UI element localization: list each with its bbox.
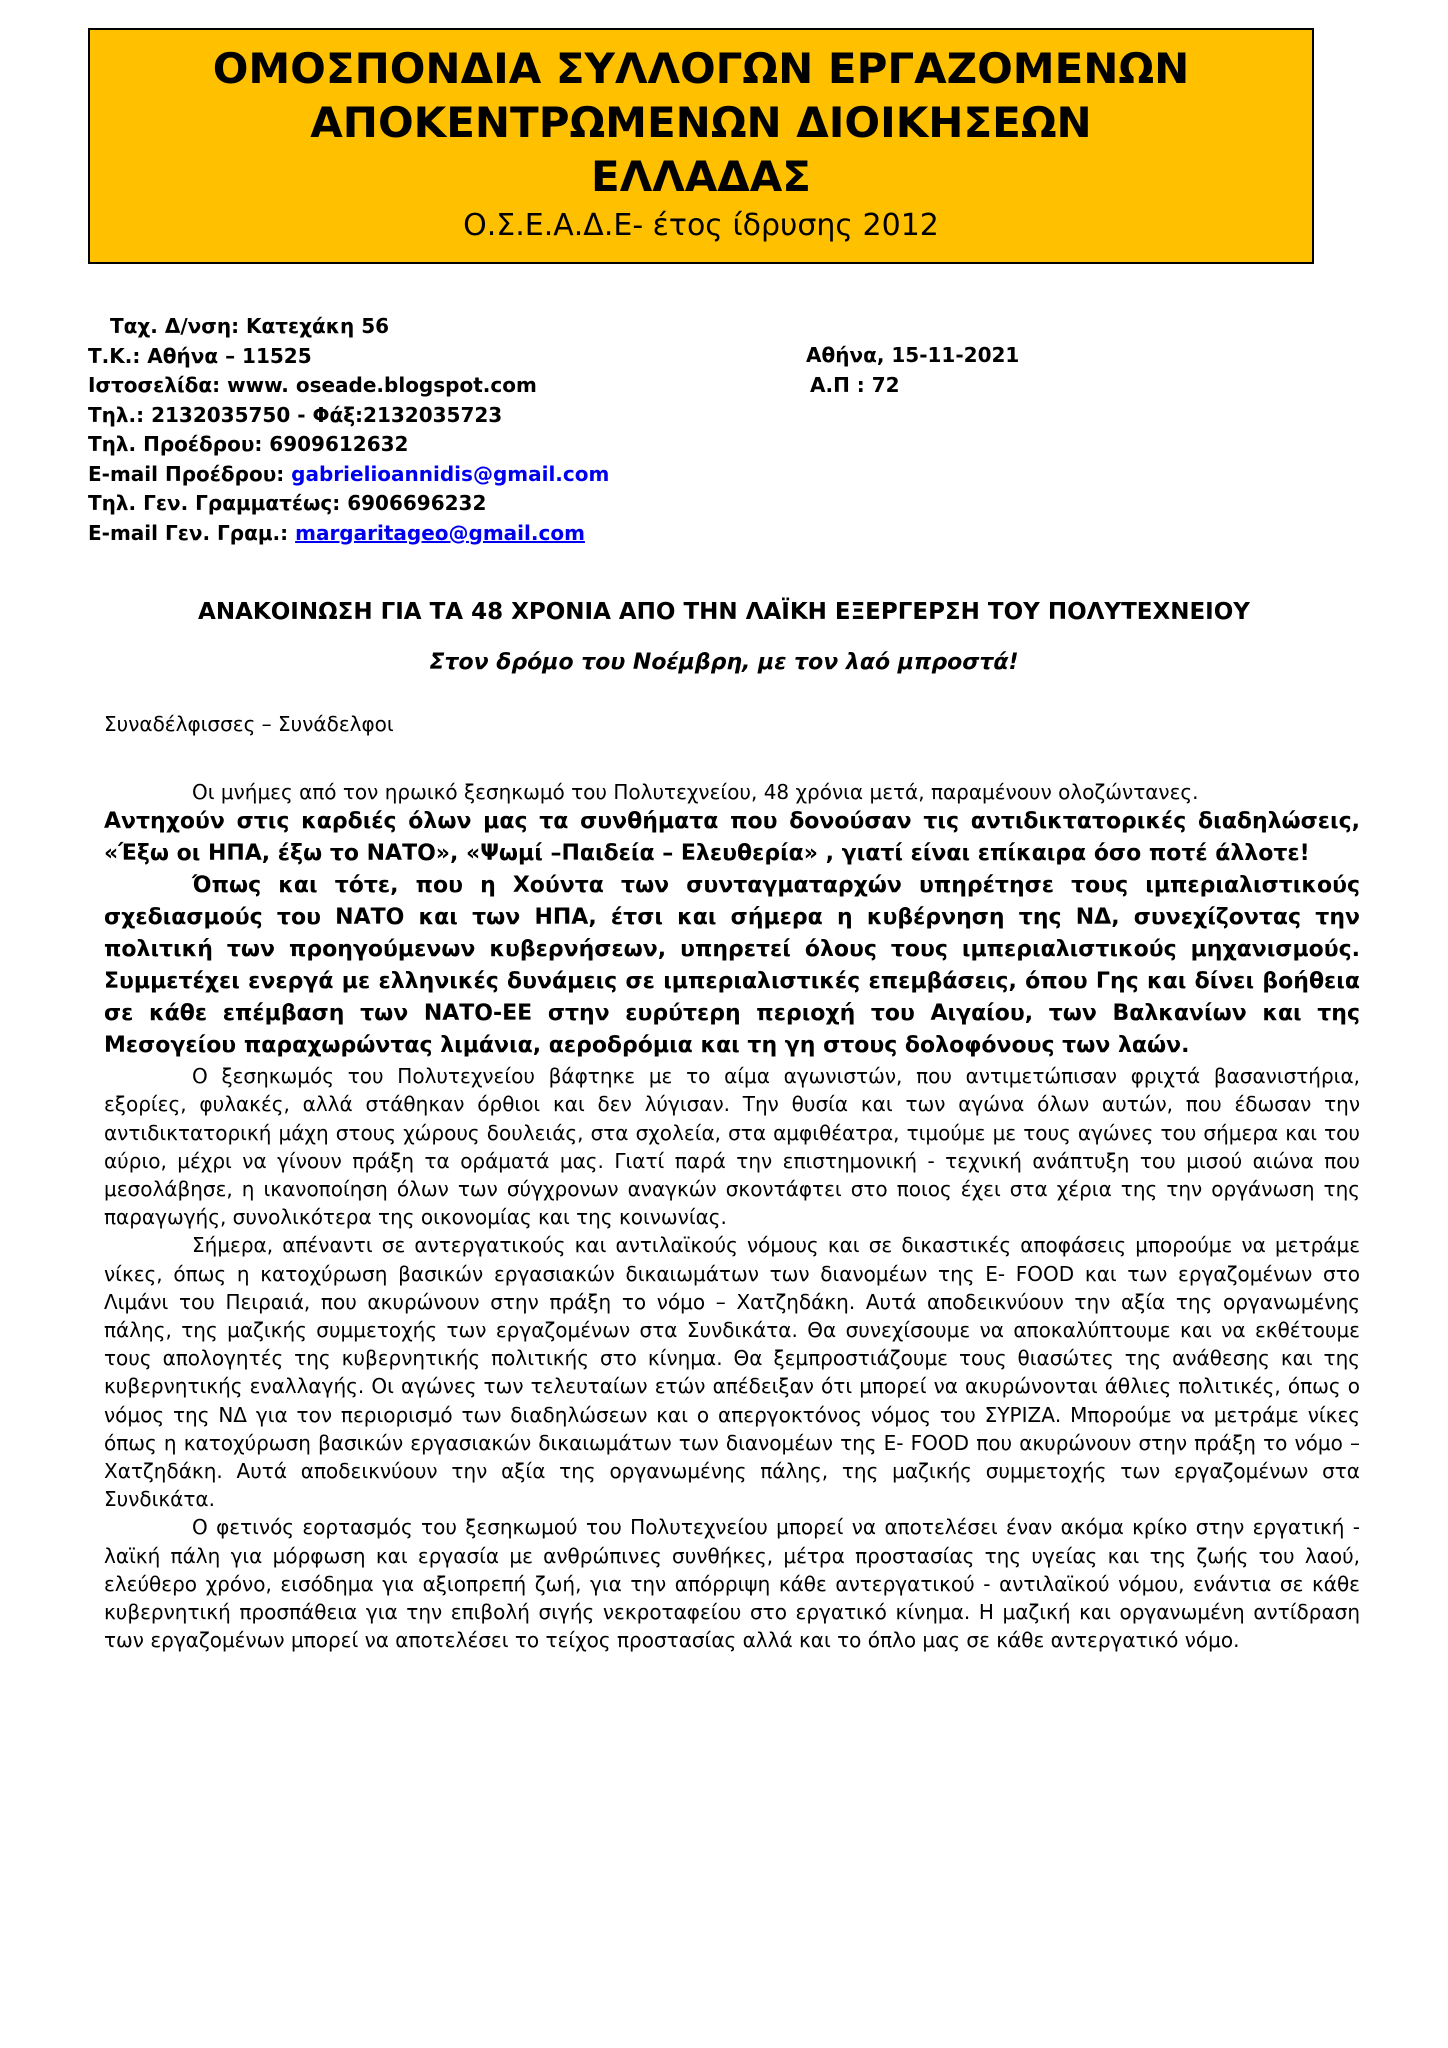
phone-fax: Τηλ.: 2132035750 - Φάξ:2132035723 [88,402,503,427]
salutation: Συναδέλφισσες – Συνάδελφοι [104,712,394,736]
org-name-line3: ΕΛΛΑΔΑΣ [591,152,811,201]
letterhead-box [88,28,1314,264]
announcement-title: ΑΝΑΚΟΙΝΩΣΗ ΓΙΑ ΤΑ 48 ΧΡΟΝΙΑ ΑΠΟ ΤΗΝ ΛΑΪΚΗ ΕΞΕΡΓΕΡΣΗ ΤΟΥ ΠΟΛΥΤΕΧΝΕΙΟΥ [198,599,1250,625]
president-email-link[interactable]: gabrielioannidis@gmail.com [291,461,610,486]
announcement-subtitle: Στον δρόμο του Νοέμβρη, με τον λαό μπροστά! [429,650,1019,675]
secretary-email-row [88,519,788,549]
paragraph-4: Ο ξεσηκωμός του Πολυτεχνείου βάφτηκε με το αίμα αγωνιστών, που αντιμετώπισαν φριχτά βασανιστήρια, εξορίες, φυλακές, αλλά στάθηκαν όρθιοι και δεν λύγισαν. Την θυσία και των αγώνα όλων αυτών, που έδωσαν την αντιδικτατορική μάχη στους χώρους δουλειάς, στα σχολεία, στα αμφιθέατρα, τιμούμε με τους αγώνες του σήμερα και του αύριο, μέχρι να γίνουν πράξη τα οράματά μας. Γιατί παρά την επιστημονική - τεχνική ανάπτυξη του μισού αιώνα που μεσολάβησε, η ικανοποίηση όλων των σύγχρονων αναγκών σκοντάφτει στο ποιος έχει στα χέρια της την οργάνωση της παραγωγής, συνολικότερα της οικονομίας και της κοινωνίας. [104,1064,1360,1230]
president-email-label: E-mail Προέδρου: [88,461,292,486]
org-name-line2: ΑΠΟΚΕΝΤΡΩΜΕΝΩΝ ΔΙΟΙΚΗΣΕΩΝ [310,98,1092,147]
secretary-phone: Τηλ. Γεν. Γραμματέως: 6906696232 [88,491,487,515]
announcement-body [104,778,1360,1654]
document-date: Αθήνα, 15-11-2021 [806,343,1020,367]
protocol-number: Α.Π : 72 [810,372,900,397]
paragraph-3: Όπως και τότε, που η Χούντα των συνταγματαρχών υπηρέτησε τους ιμπεριαλιστικούς σχεδιασμούς του ΝΑΤΟ και των ΗΠΑ, έτσι και σήμερα η κυβέρνηση της ΝΔ, συνεχίζοντας την πολιτική των προηγούμενων κυβερνήσεων, υπηρετεί όλους τους ιμπεριαλιστικούς μηχανισμούς. Συμμετέχει ενεργά με ελληνικές δυνάμεις σε ιμπεριαλιστικές επεμβάσεις, όπου Γης και δίνει βοήθεια σε κάθε επέμβαση των ΝΑΤΟ-ΕΕ στην ευρύτερη περιοχή του Αιγαίου, των Βαλκανίων και της Μεσογείου παραχωρώντας λιμάνια, αεροδρόμια και τη γη στους δολοφόνους των λαών. [104,873,1360,1059]
website[interactable]: Ιστοσελίδα: www. oseade.blogspot.com [88,373,537,397]
paragraph-6: Ο φετινός εορτασμός του ξεσηκωμού του Πολυτεχνείου μπορεί να αποτελέσει έναν ακόμα κρίκο στην εργατική - λαϊκή πάλη για μόρφωση και εργασία με ανθρώπινες συνθήκες, μέτρα προστασίας της υγείας και της ζωής του λαού, ελεύθερο χρόνο, εισόδημα για αξιοπρεπή ζωή, για την απόρριψη κάθε αντεργατικού - αντιλαϊκού νόμου, ενάντια σε κάθε κυβερνητική προσπάθεια για την επιβολή σιγής νεκροταφείου στο εργατικό κίνημα. Η μαζική και οργανωμένη αντίδραση των εργαζομένων μπορεί να αποτελέσει το τείχος προστασίας αλλά και το όπλο μας σε κάθε αντεργατικό νόμο. [104,1515,1360,1653]
postal-code: Τ.Κ.: Αθήνα – 11525 [88,343,312,368]
secretary-email-link[interactable]: margaritageo@gmail.com [295,520,585,545]
paragraph-1: Οι μνήμες από τον ηρωικό ξεσηκωμό του Πολυτεχνείου, 48 χρόνια μετά, παραμένουν ολοζώντανες. [192,780,1199,804]
org-subtitle: Ο.Σ.Ε.Α.Δ.Ε- έτος ίδρυσης 2012 [463,208,939,243]
address: Ταχ. Δ/νση: Κατεχάκη 56 [110,314,390,338]
president-phone: Τηλ. Προέδρου: 6909612632 [88,432,409,456]
document-meta [806,341,1019,400]
president-email-row [88,460,788,490]
secretary-email-label: E-mail Γεν. Γραμ.: [88,520,296,545]
contact-block [88,312,788,548]
org-name-line1: ΟΜΟΣΠΟΝΔΙΑ ΣΥΛΛΟΓΩΝ ΕΡΓΑΖΟΜΕΝΩΝ [212,44,1190,93]
paragraph-5: Σήμερα, απέναντι σε αντεργατικούς και αντιλαϊκούς νόμους και σε δικαστικές αποφάσεις μπορούμε να μετράμε νίκες, όπως η κατοχύρωση βασικών εργασιακών δικαιωμάτων των διανομέων της E- FOOD και των εργαζομένων στο Λιμάνι του Πειραιά, που ακυρώνουν στην πράξη το νόμο – Χατζηδάκη. Αυτά αποδεικνύουν την αξία της οργανωμένης πάλης, της μαζικής συμμετοχής των εργαζομένων στα Συνδικάτα. Θα συνεχίσουμε να αποκαλύπτουμε και να εκθέτουμε τους απολογητές της κυβερνητικής πολιτικής στο κίνημα. Θα ξεμπροστιάζουμε τους θιασώτες της ανάθεσης και της κυβερνητικής εναλλαγής. Οι αγώνες των τελευταίων ετών απέδειξαν ότι μπορεί να ακυρώνονται άθλιες πολιτικές, όπως ο νόμος της ΝΔ για τον περιορισμό των διαδηλώσεων και ο απεργοκτόνος νόμος του ΣΥΡΙΖΑ. Μπορούμε να μετράμε νίκες όπως η κατοχύρωση βασικών εργασιακών δικαιωμάτων των διανομέων της E- FOOD που ακυρώνουν στην πράξη το νόμο – Χατζηδάκη. Αυτά αποδεικνύουν την αξία της οργανωμένης πάλης, της μαζικής συμμετοχής των εργαζομένων στα Συνδικάτα. [104,1233,1360,1512]
paragraph-2: Αντηχούν στις καρδιές όλων μας τα συνθήματα που δονούσαν τις αντιδικτατορικές διαδηλώσεις, «Έξω οι ΗΠΑ, έξω το ΝΑΤΟ», «Ψωμί –Παιδεία – Ελευθερία» , γιατί είναι επίκαιρα όσο ποτέ άλλοτε! [104,809,1360,867]
